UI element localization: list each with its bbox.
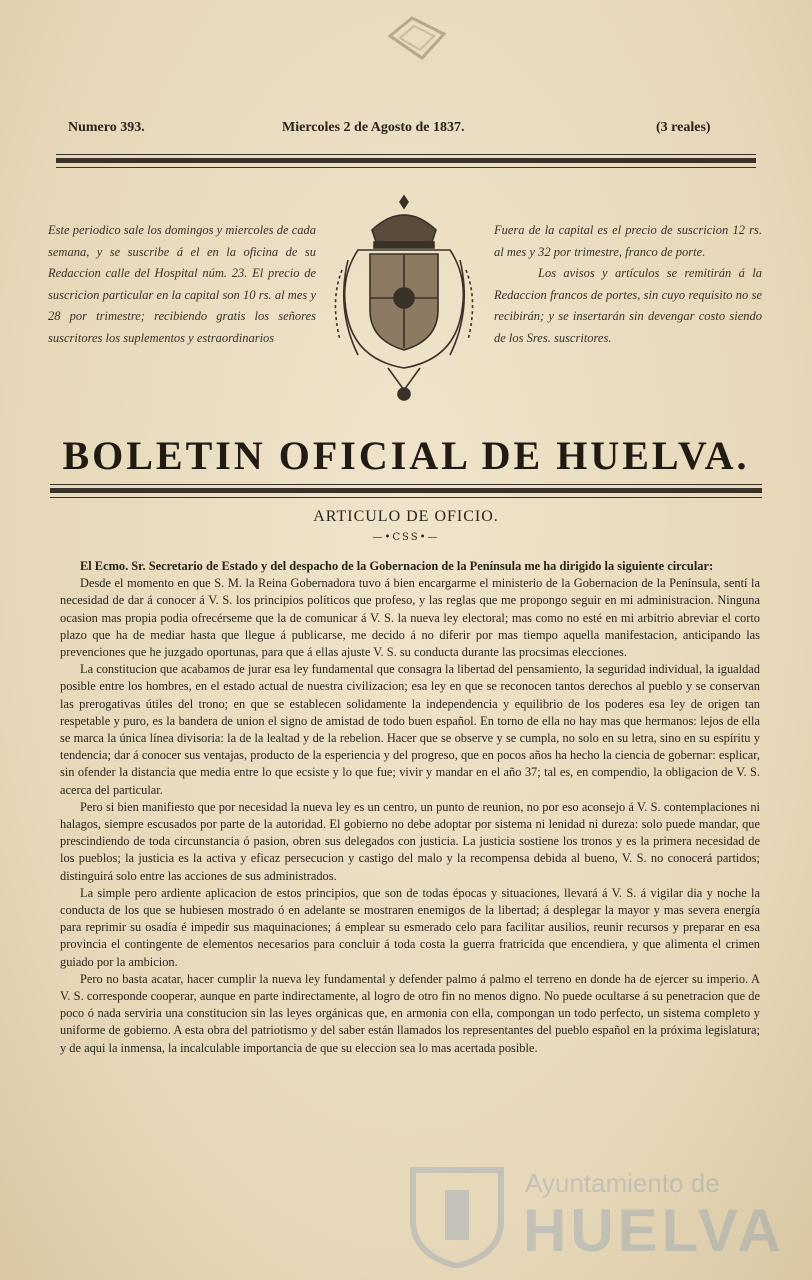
shield-icon bbox=[405, 1160, 509, 1268]
title-rule-top bbox=[50, 484, 762, 485]
header-rule bbox=[56, 158, 756, 163]
section-heading: ARTICULO DE OFICIO. bbox=[313, 508, 499, 525]
title-rule-bottom bbox=[50, 497, 762, 498]
intro-left-text: Este periodico sale los domingos y miercoles de cada semana, y se suscribe á el en la oficina de su Redaccion calle del Hospital núm. 23. El precio de suscricion particular en la capital son 10 rs. al mes y 28 por trimestre; recibiendo gratis los señores suscritores los suplementos y estraordinarios bbox=[48, 223, 316, 345]
intro-subscription-left bbox=[48, 220, 316, 349]
intro-right-text-2: Los avisos y artículos se remitirán á la Redaccion francos de portes, sin cuyo requisito no se recibirán; y se insertarán sin devengar costo siendo de los Sres. suscritores. bbox=[494, 266, 762, 345]
title-rule bbox=[50, 488, 762, 493]
header-rule-top bbox=[56, 154, 756, 155]
issue-price: (3 reales) bbox=[656, 120, 711, 135]
fold-mark-icon bbox=[382, 14, 450, 64]
heading-ornament: —•CSS•— bbox=[372, 532, 440, 543]
article-paragraph: La constitucion que acabamos de jurar esa ley fundamental que consagra la libertad del pensamiento, la seguridad individual, la igualdad posible entre los hombres, en el estado actual de nuestra civilizacion; esa ley en que se reconocen tantos derechos al pueblo y se conservan las prerogativas útiles del trono; en que se establecen solidamente la independencia y equilibrio de los poderes esa ley de origen tan respetable y puro, es la bandera de union el signo de amistad de todo buen español. En torno de ella no hay mas que hermanos: lejos de ella se marca la única línea divisoria: la de la lealtad y de la rebelion. Hacer que se observe y se cumpla, no solo en su letra, sino en su espíritu y tendencia; dar á conocer sus ventajas, producto de la esperiencia y del progreso, que en pocos años ha hecho la ciencia de gobernar: esplicar, sin ofender la distancia que media entre lo que ecsiste y lo que fue; vivir y mandar en el año 37; tal es, en compendio, la obligacion de V. S. acerca del particular. bbox=[60, 662, 760, 797]
header-rule-bottom bbox=[56, 167, 756, 168]
watermark-big-text: HUELVA bbox=[523, 1197, 785, 1264]
article-paragraph: La simple pero ardiente aplicacion de estos principios, que son de todas épocas y situaciones, llevará á V. S. á vigilar dia y noche la conducta de los que se hubiesen mostrado ó en adelante se mostraren enemigos de la libertad; á desplegar la mayor y mas severa energía para reprimir su osadía é impedir sus maquinaciones; á emplear su esmerado celo para facilitar ausilios, reunir recursos y preparar en esa provincia el contingente de elementos necesarios para concluir á toda costa la guerra fratricida que encendiera, y que alimenta el crimen guiado por la ambicion. bbox=[60, 885, 760, 969]
article-body bbox=[60, 558, 760, 1057]
article-paragraph: Pero no basta acatar, hacer cumplir la nueva ley fundamental y defender palmo á palmo el terreno en donde ha de ejercer su imperio. A V. S. corresponde cooperar, aunque en parte indirectamente, al logro de otro fin no menos digno. No puede ocultarse á su penetracion que de poco ó nada serviria una constitucion sin las leyes orgánicas que, en armonia con ella, compongan un todo perfecto, un sistema completo y uniforme de gobierno. A esta obra del patriotismo y del saber están llamados los representantes del pueblo español en la próxima legislatura; y de aqui la inmensa, la incalculable importancia de que su eleccion sea lo mas acertada posible. bbox=[60, 971, 760, 1055]
newspaper-title: BOLETIN OFICIAL DE HUELVA. bbox=[62, 433, 750, 478]
issue-number: Numero 393. bbox=[68, 120, 145, 135]
article-paragraph: El Ecmo. Sr. Secretario de Estado y del despacho de la Gobernacion de la Península me ha dirigido la siguiente circular: bbox=[80, 559, 714, 573]
archive-watermark bbox=[405, 1160, 785, 1270]
article-paragraph: Desde el momento en que S. M. la Reina Gobernadora tuvo á bien encargarme el ministerio de la Gobernacion de la Península, sentí la necesidad de dar á conocer á V. S. los principios políticos que profeso, y las reglas que me propongo seguir en mi administracion. Ninguna ocasion mas propia podia ofrecérseme que la de comunicar á V. S. la nueva ley electoral; mas como no esté en mi arbitrio abreviar el corto plazo que ha de mediar hasta que llegue á publicarse, me decido á no diferir por mas tiempo aquella manifestacion, anticipando las prevenciones que he juzgado oportunas, para que á ellas ajuste V. S. su conducta durante las procsimas elecciones. bbox=[60, 576, 760, 660]
intro-right-text-1: Fuera de la capital es el precio de suscricion 12 rs. al mes y 32 por trimestre, franco de porte. bbox=[494, 223, 762, 259]
royal-crest-icon bbox=[328, 190, 480, 410]
watermark-small-text: Ayuntamiento de bbox=[525, 1168, 720, 1198]
article-paragraph: Pero si bien manifiesto que por necesidad la nueva ley es un centro, un punto de reunion, no por eso aconsejo á V. S. contemplaciones ni halagos, siempre escusados por parte de la autoridad. El gobierno no debe adoptar por sistema ni lenidad ni dureza: solo puede mandar, que prescindiendo de toda circunstancia ó pasion, obren sus delegados con justicia. La justicia sostiene los tronos y es la primera necesidad de los pueblos; la justicia es la activa y eficaz persecucion y castigo del malo y la recompensa debida al bueno, V. S. no conocerá partidos; distinguirá solo entre las acciones de sus administrados. bbox=[60, 799, 760, 883]
intro-subscription-right bbox=[494, 220, 762, 349]
issue-date: Miercoles 2 de Agosto de 1837. bbox=[282, 120, 465, 135]
